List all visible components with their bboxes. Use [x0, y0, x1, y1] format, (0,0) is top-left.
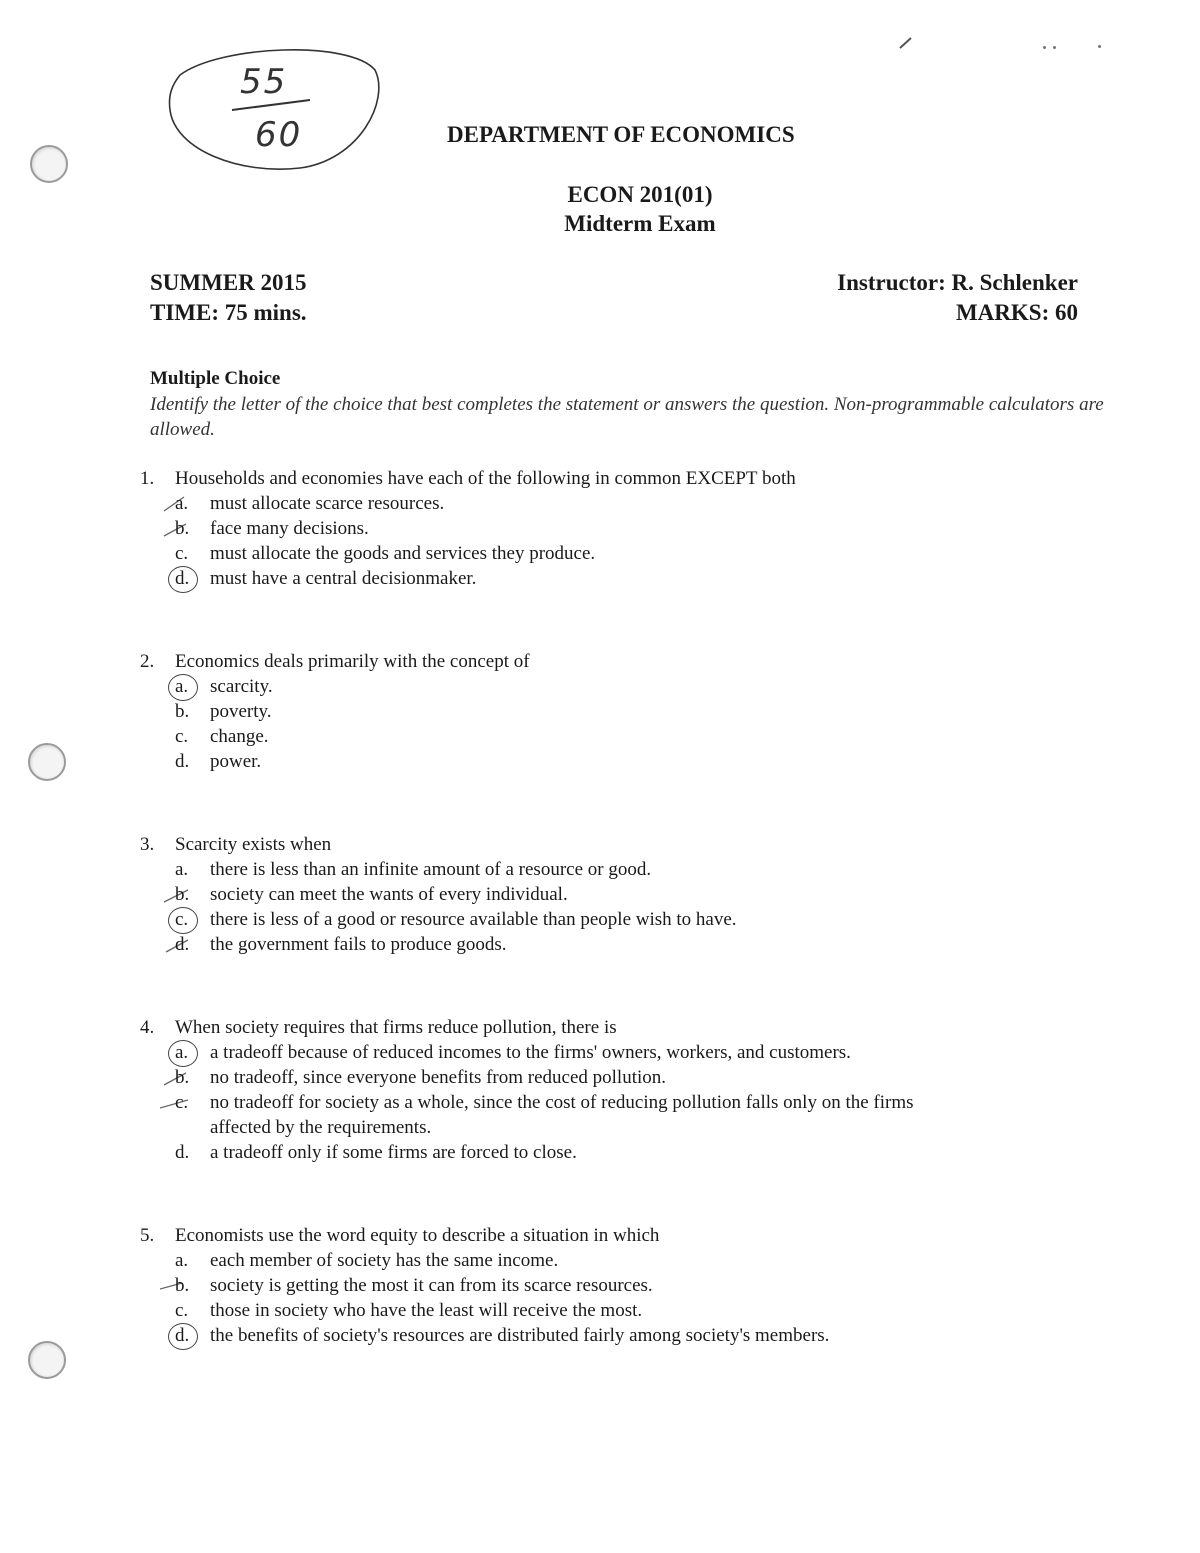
scan-speck — [1098, 45, 1101, 48]
exam-title: Midterm Exam — [564, 211, 716, 236]
question-text: Economists use the word equity to describe a situation in which — [175, 1225, 660, 1246]
option-letter: d. — [175, 1142, 190, 1163]
option-b[interactable] — [140, 516, 1040, 541]
punch-hole-bottom — [28, 1341, 66, 1379]
option-letter: c. — [175, 1300, 189, 1321]
option-a[interactable] — [140, 857, 1040, 882]
option-a[interactable] — [140, 674, 1040, 699]
option-letter: c. — [175, 543, 189, 564]
option-b[interactable] — [140, 699, 1040, 724]
question-stem — [140, 832, 1040, 857]
option-text: a tradeoff only if some firms are forced to close. — [210, 1142, 577, 1163]
question-2 — [140, 649, 1040, 774]
question-3 — [140, 832, 1040, 957]
exam-time: TIME: 75 mins. — [150, 300, 307, 325]
option-letter: d. — [175, 934, 190, 955]
option-text: must allocate the goods and services they produce. — [210, 543, 596, 564]
question-stem — [140, 466, 1040, 491]
option-b[interactable] — [140, 882, 1040, 907]
option-a[interactable] — [140, 491, 1040, 516]
option-letter: c. — [175, 1092, 189, 1113]
option-letter: c. — [175, 726, 189, 747]
option-c[interactable] — [140, 1298, 1040, 1323]
score-ellipse — [160, 40, 390, 180]
option-letter: a. — [175, 1250, 189, 1271]
option-text: no tradeoff for society as a whole, since the cost of reducing pollution falls only on the firms affected by the requirements. — [210, 1092, 914, 1138]
option-text: there is less of a good or resource available than people wish to have. — [210, 909, 737, 930]
option-letter: b. — [175, 1067, 190, 1088]
exam-instructor: Instructor: R. Schlenker — [837, 270, 1078, 295]
question-4 — [140, 1015, 1040, 1165]
option-letter: b. — [175, 701, 190, 722]
option-text: the benefits of society's resources are distributed fairly among society's members. — [210, 1325, 830, 1346]
handwritten-score — [160, 40, 390, 180]
exam-term: SUMMER 2015 — [150, 270, 307, 295]
option-letter: a. — [175, 676, 189, 697]
scan-speck — [1043, 46, 1046, 49]
question-1 — [140, 466, 1040, 591]
section-title: Multiple Choice — [150, 368, 281, 389]
option-text: no tradeoff, since everyone benefits from reduced pollution. — [210, 1067, 667, 1088]
option-letter: b. — [175, 884, 190, 905]
question-stem — [140, 649, 1040, 674]
option-letter: a. — [175, 493, 189, 514]
option-text: those in society who have the least will receive the most. — [210, 1300, 643, 1321]
option-letter: d. — [175, 568, 190, 589]
option-b[interactable] — [140, 1065, 1040, 1090]
option-d[interactable] — [140, 749, 1040, 774]
option-d[interactable] — [140, 1140, 1040, 1165]
score-total: 60 — [255, 115, 303, 155]
exam-marks: MARKS: 60 — [955, 300, 1078, 325]
course-code: ECON 201(01) — [567, 182, 713, 207]
question-text: Economics deals primarily with the concept of — [175, 651, 530, 672]
option-text: face many decisions. — [210, 518, 369, 539]
option-text: there is less than an infinite amount of a resource or good. — [210, 859, 652, 880]
question-5 — [140, 1223, 1040, 1348]
section-instructions: Identify the letter of the choice that best completes the statement or answers the question. Non-programmable calculators are allowed. — [150, 394, 1104, 440]
question-stem — [140, 1015, 1040, 1040]
question-number: 1. — [140, 468, 155, 489]
option-text: a tradeoff because of reduced incomes to the firms' owners, workers, and customers. — [210, 1042, 851, 1063]
question-number: 3. — [140, 834, 155, 855]
punch-hole-middle — [28, 743, 66, 781]
option-text: change. — [210, 726, 269, 747]
option-letter: b. — [175, 518, 190, 539]
department-title: DEPARTMENT OF ECONOMICS — [447, 122, 795, 147]
option-letter: d. — [175, 751, 190, 772]
option-text: society can meet the wants of every individual. — [210, 884, 568, 905]
scan-speck — [1053, 46, 1056, 49]
option-letter: a. — [175, 859, 189, 880]
option-letter: b. — [175, 1275, 190, 1296]
option-c[interactable] — [140, 541, 1040, 566]
question-stem — [140, 1223, 1040, 1248]
pen-mark — [898, 36, 914, 50]
option-a[interactable] — [140, 1248, 1040, 1273]
option-text: the government fails to produce goods. — [210, 934, 507, 955]
option-text: must allocate scarce resources. — [210, 493, 445, 514]
punch-hole-top — [30, 145, 68, 183]
question-text: When society requires that firms reduce pollution, there is — [175, 1017, 617, 1038]
question-number: 2. — [140, 651, 155, 672]
option-d[interactable] — [140, 932, 1040, 957]
option-text: power. — [210, 751, 262, 772]
option-text: scarcity. — [210, 676, 273, 697]
option-d[interactable] — [140, 1323, 1040, 1348]
option-c[interactable] — [140, 1090, 1040, 1140]
option-c[interactable] — [140, 907, 1040, 932]
option-b[interactable] — [140, 1273, 1040, 1298]
option-letter: a. — [175, 1042, 189, 1063]
question-text: Scarcity exists when — [175, 834, 332, 855]
question-number: 4. — [140, 1017, 155, 1038]
option-text: society is getting the most it can from its scarce resources. — [210, 1275, 653, 1296]
option-c[interactable] — [140, 724, 1040, 749]
option-text: must have a central decisionmaker. — [210, 568, 477, 589]
question-text: Households and economies have each of the following in common EXCEPT both — [175, 468, 796, 489]
option-d[interactable] — [140, 566, 1040, 591]
score-earned: 55 — [240, 62, 288, 102]
option-text: poverty. — [210, 701, 272, 722]
question-number: 5. — [140, 1225, 155, 1246]
option-letter: d. — [175, 1325, 190, 1346]
option-text: each member of society has the same income. — [210, 1250, 559, 1271]
option-letter: c. — [175, 909, 189, 930]
option-a[interactable] — [140, 1040, 1040, 1065]
